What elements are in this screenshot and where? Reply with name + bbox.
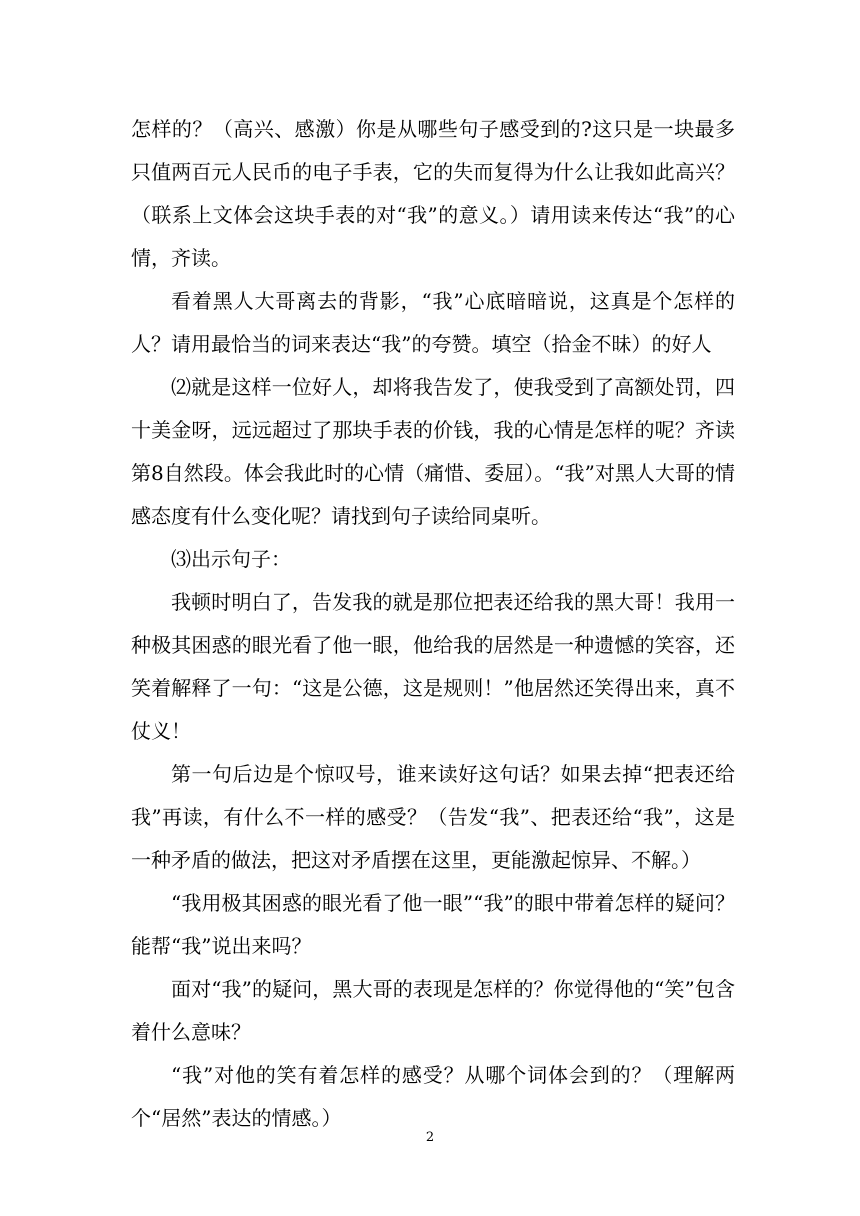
paragraph-1: 怎样的？（高兴、感激）你是从哪些句子感受到的?这只是一块最多只值两百元人民币的电子手表，它的失而复得为什么让我如此高兴？（联系上文体会这块手表的对“我”的意义。）请用读来传达“我”的心情，齐读。 [131, 117, 735, 270]
paragraph-4: ⑶出示句子： [171, 547, 291, 571]
paragraph-5: 我顿时明白了，告发我的就是那位把表还给我的黑大哥！我用一种极其困惑的眼光看了他一眼，他给我的居然是一种遗憾的笑容，还笑着解释了一句：“这是公德，这是规则！”他居然还笑得出来，真不仗义！ [131, 590, 735, 743]
document-body [131, 108, 735, 1140]
paragraph-6: 第一句后边是个惊叹号，谁来读好这句话？如果去掉“把表还给我”再读，有什么不一样的感受？（告发“我”、把表还给“我”，这是一种矛盾的做法，把这对矛盾摆在这里，更能激起惊异、不解。） [131, 762, 735, 872]
paragraph-9: “我”对他的笑有着怎样的感受？从哪个词体会到的？（理解两个“居然”表达的情感。） [131, 1063, 735, 1130]
paragraph-2: 看着黑人大哥离去的背影，“我”心底暗暗说，这真是个怎样的人？请用最恰当的词来表达“我”的夸赞。填空（拾金不昧）的好人 [131, 289, 735, 356]
paragraph-7: “我用极其困惑的眼光看了他一眼”“我”的眼中带着怎样的疑问？能帮“我”说出来吗？ [131, 891, 735, 958]
paragraph-3: ⑵就是这样一位好人，却将我告发了，使我受到了高额处罚，四十美金呀，远远超过了那块手表的价钱，我的心情是怎样的呢？齐读第8自然段。体会我此时的心情（痛惜、委屈）。“我”对黑人大哥的情感态度有什么变化呢？请找到句子读给同桌听。 [131, 375, 735, 528]
page-number: 2 [425, 1130, 435, 1145]
paragraph-8: 面对“我”的疑问，黑大哥的表现是怎样的？你觉得他的“笑”包含着什么意味？ [131, 977, 735, 1044]
